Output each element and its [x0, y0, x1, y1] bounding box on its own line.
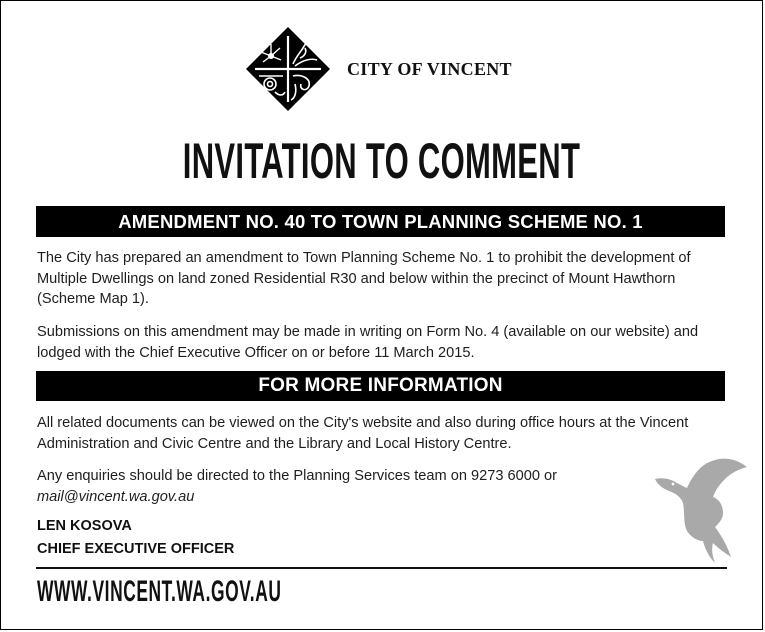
website-url[interactable] — [37, 575, 459, 609]
signer-role: CHIEF EXECUTIVE OFFICER — [37, 541, 235, 557]
signer-name: LEN KOSOVA — [37, 518, 132, 534]
city-of-vincent-crest-icon — [245, 26, 331, 112]
dove-icon — [653, 457, 753, 565]
paragraph-submissions: Submissions on this amendment may be made in writing on Form No. 4 (available on our website) and lodged with the Chief Executive Officer on or before 11 March 2015. — [37, 324, 699, 361]
section-heading-more-info: FOR MORE INFORMATION — [36, 371, 725, 401]
notice-title-text: INVITATION TO COMMENT — [182, 133, 581, 189]
contact-email-link[interactable]: mail@vincent.wa.gov.au — [37, 488, 195, 505]
website-url-text: WWW.VINCENT.WA.GOV.AU — [37, 575, 282, 608]
section-heading-amendment: AMENDMENT NO. 40 TO TOWN PLANNING SCHEME NO. 1 — [36, 206, 725, 237]
paragraph-enquiries — [37, 466, 727, 507]
footer-divider — [36, 567, 727, 569]
paragraph-amendment-description: The City has prepared an amendment to Town Planning Scheme No. 1 to prohibit the development of Multiple Dwellings on land zoned Residential R30 and below within the precinct of Mount Hawthorn (Scheme Map 1). — [37, 250, 691, 307]
paragraph-documents: All related documents can be viewed on the City's website and also during office hours at the Vincent Administration and Civic Centre and the Library and Local History Centre. — [37, 415, 689, 452]
org-name: CITY OF VINCENT — [347, 59, 512, 79]
notice-title — [1, 132, 762, 190]
enquiries-text: Any enquiries should be directed to the Planning Services team on 9273 6000 or — [37, 468, 558, 484]
